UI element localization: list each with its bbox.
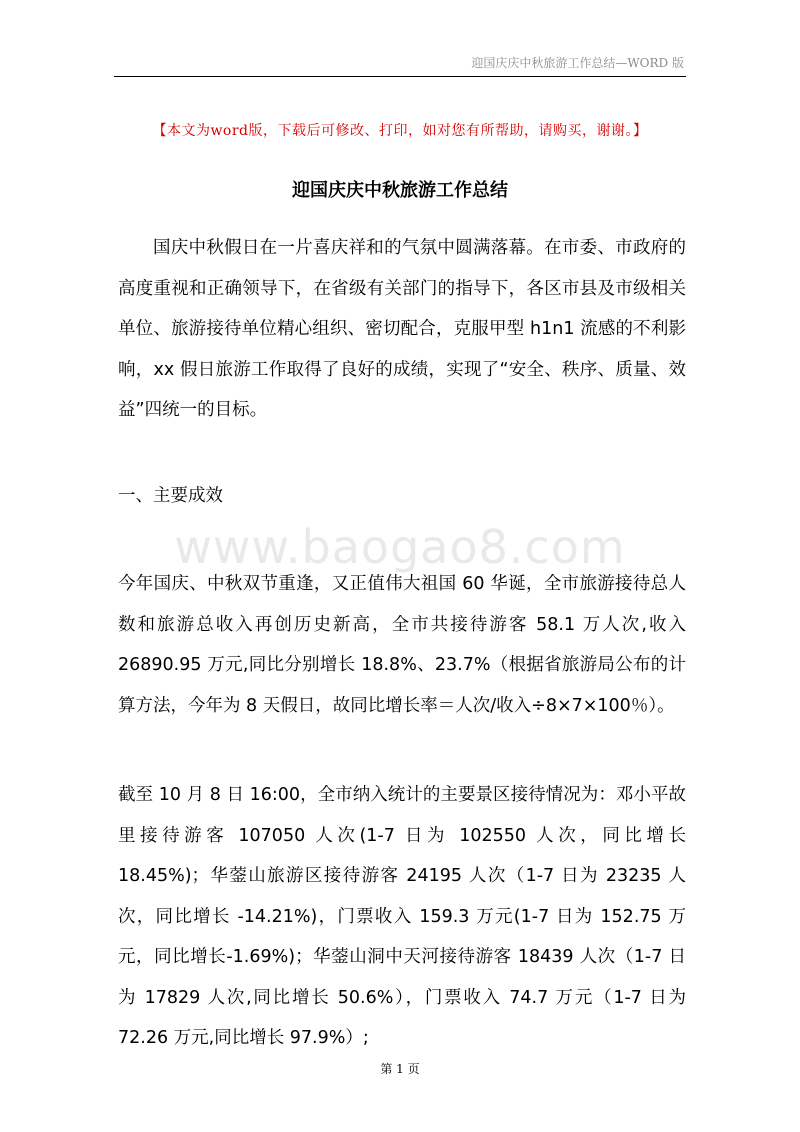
notice-banner: 【本文为word版，下载后可修改、打印，如对您有所帮助，请购买，谢谢。】 [152,123,648,139]
header-rule [114,76,686,77]
intro-paragraph: 国庆中秋假日在一片喜庆祥和的气氛中圆满落幕。在市委、市政府的高度重视和正确领导下，在省级有关部门的指导下，各区市县及市级相关单位、旅游接待单位精心组织、密切配合，克服甲型 h1n1 流感的不利影响，xx 假日旅游工作取得了良好的成绩，实现了“安全、秩序、质量、效益”四统一的目标。 [118,238,686,420]
body-paragraph-3: 截至 10 月 8 日 16:00，全市纳入统计的主要景区接待情况为：邓小平故里接待游客 107050 人次(1-7 日为 102550 人次，同比增长 18.45%)；华蓥山旅游区接待游客 24195 人次（1-7 日为 23235 人次，同比增长 -14.21%)，门票收入 159.3 万元(1-7 日为 152.75 万元，同比增长-1.69%)；华蓥山洞中天河接待游客 18439 人次（1-7 日为 17829 人次,同比增长 50.6%），门票收入 74.7 万元（1-7 日为 72.26 万元,同比增长 97.9%）; [118,785,686,1048]
section-heading: 一、主要成效 [118,486,223,506]
body-paragraph-2: 今年国庆、中秋双节重逢，又正值伟大祖国 60 华诞，全市旅游接待总人数和旅游总收入再创历史新高，全市共接待游客 58.1 万人次,收入 26890.95 万元,同比分别增长 18.8%、23.7%（根据省旅游局公布的计算方法，今年为 8 天假日，故同比增长率＝人次/收入÷8×7×100％）。 [118,574,686,716]
document-title: 迎国庆庆中秋旅游工作总结 [292,180,508,201]
page-number: 第 1 页 [380,1062,420,1076]
page-header: 迎国庆庆中秋旅游工作总结—WORD 版 [471,56,684,70]
watermark: www.baogao8.com [174,520,626,574]
